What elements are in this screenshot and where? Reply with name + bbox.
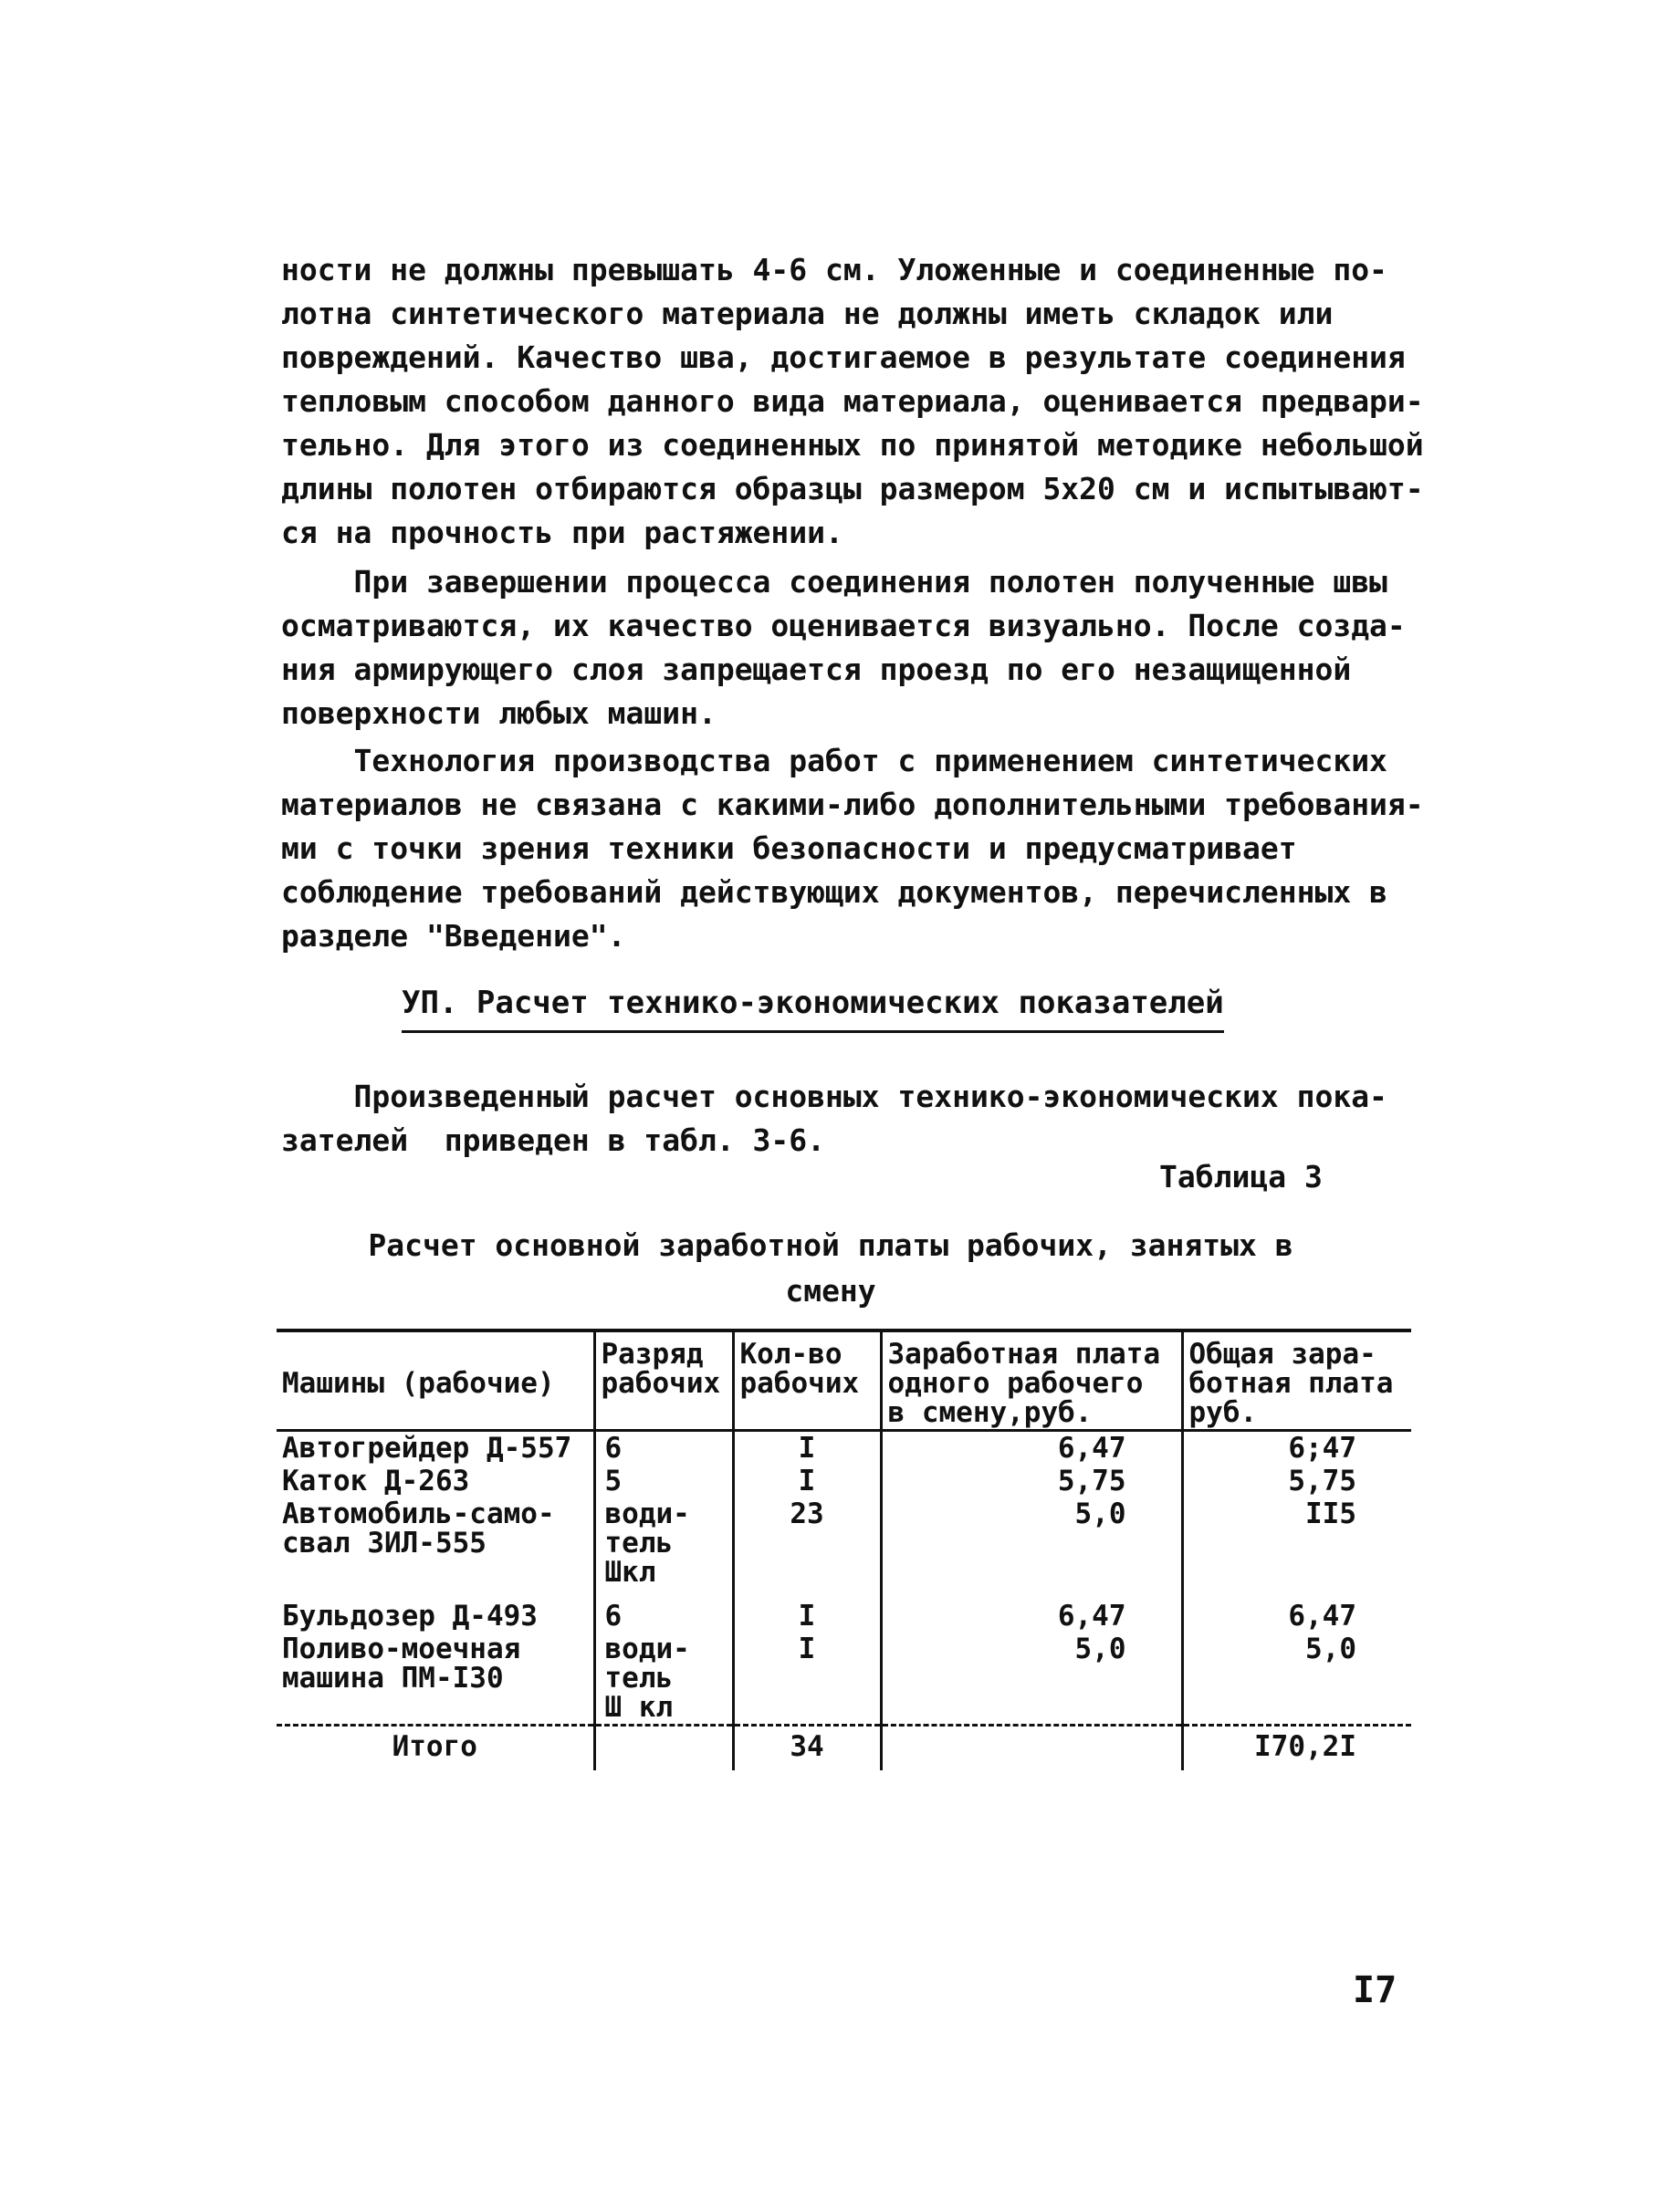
caption-line: Расчет основной заработной платы рабочих, занятых в [368,1227,1293,1263]
wage-table-wrapper [277,1329,1411,1770]
cell-machine: Поливо-моечная машина ПМ-I30 [277,1633,594,1726]
cell-empty [881,1726,1182,1771]
cell-machine: Автогрейдер Д-557 [282,1432,572,1465]
table-header-row [277,1330,1411,1431]
section-title: УП. Расчет технико-экономических показателей [402,981,1224,1033]
cell-grade: 6 [594,1600,733,1633]
cell-total: 6,47 [1182,1600,1411,1633]
table-row [277,1633,1411,1726]
cell-empty [594,1726,733,1771]
cell-machine: Бульдозер Д-493 [282,1600,538,1633]
text-line: ности не должны превышать 4-6 см. Уложенные и соединенные по- [281,252,1387,287]
table-caption [274,1223,1387,1314]
cell-machine: Автомобиль-само- свал ЗИЛ-555 [282,1497,555,1560]
cell-total-count: 34 [733,1726,881,1771]
cell-total: II5 [1182,1497,1411,1600]
text-line: ния армирующего слоя запрещается проезд по его незащищенной [281,652,1352,687]
cell-wage: 5,75 [881,1465,1182,1497]
table-row [277,1431,1411,1466]
cell-total: 6;47 [1182,1431,1411,1466]
cell-grade: води- тель Шкл [594,1497,733,1600]
page-number: I7 [1353,1969,1397,2011]
intro-paragraph [281,1075,1413,1163]
cell-count: I [733,1600,881,1633]
cell-grade: води- тель Ш кл [594,1633,733,1726]
cell-wage: 5,0 [881,1633,1182,1726]
text-line: ся на прочность при растяжении. [281,515,843,550]
text-line: тельно. Для этого из соединенных по принятой методике небольшой [281,427,1424,463]
cell-wage: 5,0 [881,1497,1182,1600]
header-total: Общая зара- ботная плата руб. [1182,1330,1411,1431]
paragraph-3 [281,739,1424,958]
cell-total: 5,75 [1182,1465,1411,1497]
cell-count: I [733,1633,881,1726]
cell-machine: Каток Д-263 [282,1465,470,1497]
table-row [277,1465,1411,1497]
text-line: При завершении процесса соединения полотен полученные швы [281,564,1387,600]
text-line: повреждений. Качество шва, достигаемое в результате соединения [281,339,1406,375]
text-line: зателей приведен в табл. 3-6. [281,1122,826,1158]
table-label: Таблица 3 [1159,1159,1323,1195]
text-line: поверхности любых машин. [281,695,717,731]
cell-wage: 6,47 [881,1600,1182,1633]
caption-line: смену [785,1273,876,1309]
header-wage: Заработная плата одного рабочего в смену,руб. [881,1330,1182,1431]
cell-wage: 6,47 [881,1431,1182,1466]
header-grade: Разряд рабочих [594,1330,733,1431]
text-line: соблюдение требований действующих документов, перечисленных в [281,874,1387,910]
wage-table [277,1329,1411,1770]
header-machine: Машины (рабочие) [277,1330,594,1431]
cell-count: 23 [733,1497,881,1600]
text-line: тепловым способом данного вида материала, оценивается предвари- [281,383,1424,419]
text-line: Технология производства работ с применением синтетических [281,743,1387,778]
cell-count: I [733,1465,881,1497]
text-line: длины полотен отбираются образцы размером 5х20 см и испытывают- [281,471,1424,506]
text-line: материалов не связана с какими-либо дополнительными требования- [281,787,1424,822]
table-total-row [277,1726,1411,1771]
paragraph-1 [281,248,1424,555]
table-row [277,1497,1411,1600]
text-line: разделе "Введение". [281,918,626,954]
cell-count: I [733,1431,881,1466]
table-row [277,1600,1411,1633]
paragraph-2 [281,560,1413,736]
text-line: ми с точки зрения техники безопасности и предусматривает [281,830,1297,866]
cell-grade: 6 [594,1431,733,1466]
cell-grade: 5 [594,1465,733,1497]
text-line: осматриваются, их качество оценивается визуально. После созда- [281,608,1406,643]
header-count: Кол-во рабочих [733,1330,881,1431]
cell-total-sum: I70,2I [1182,1726,1411,1771]
cell-total-label: Итого [392,1730,477,1763]
cell-total: 5,0 [1182,1633,1411,1726]
text-line: лотна синтетического материала не должны иметь складок или [281,296,1334,331]
text-line: Произведенный расчет основных технико-экономических пока- [281,1079,1387,1114]
